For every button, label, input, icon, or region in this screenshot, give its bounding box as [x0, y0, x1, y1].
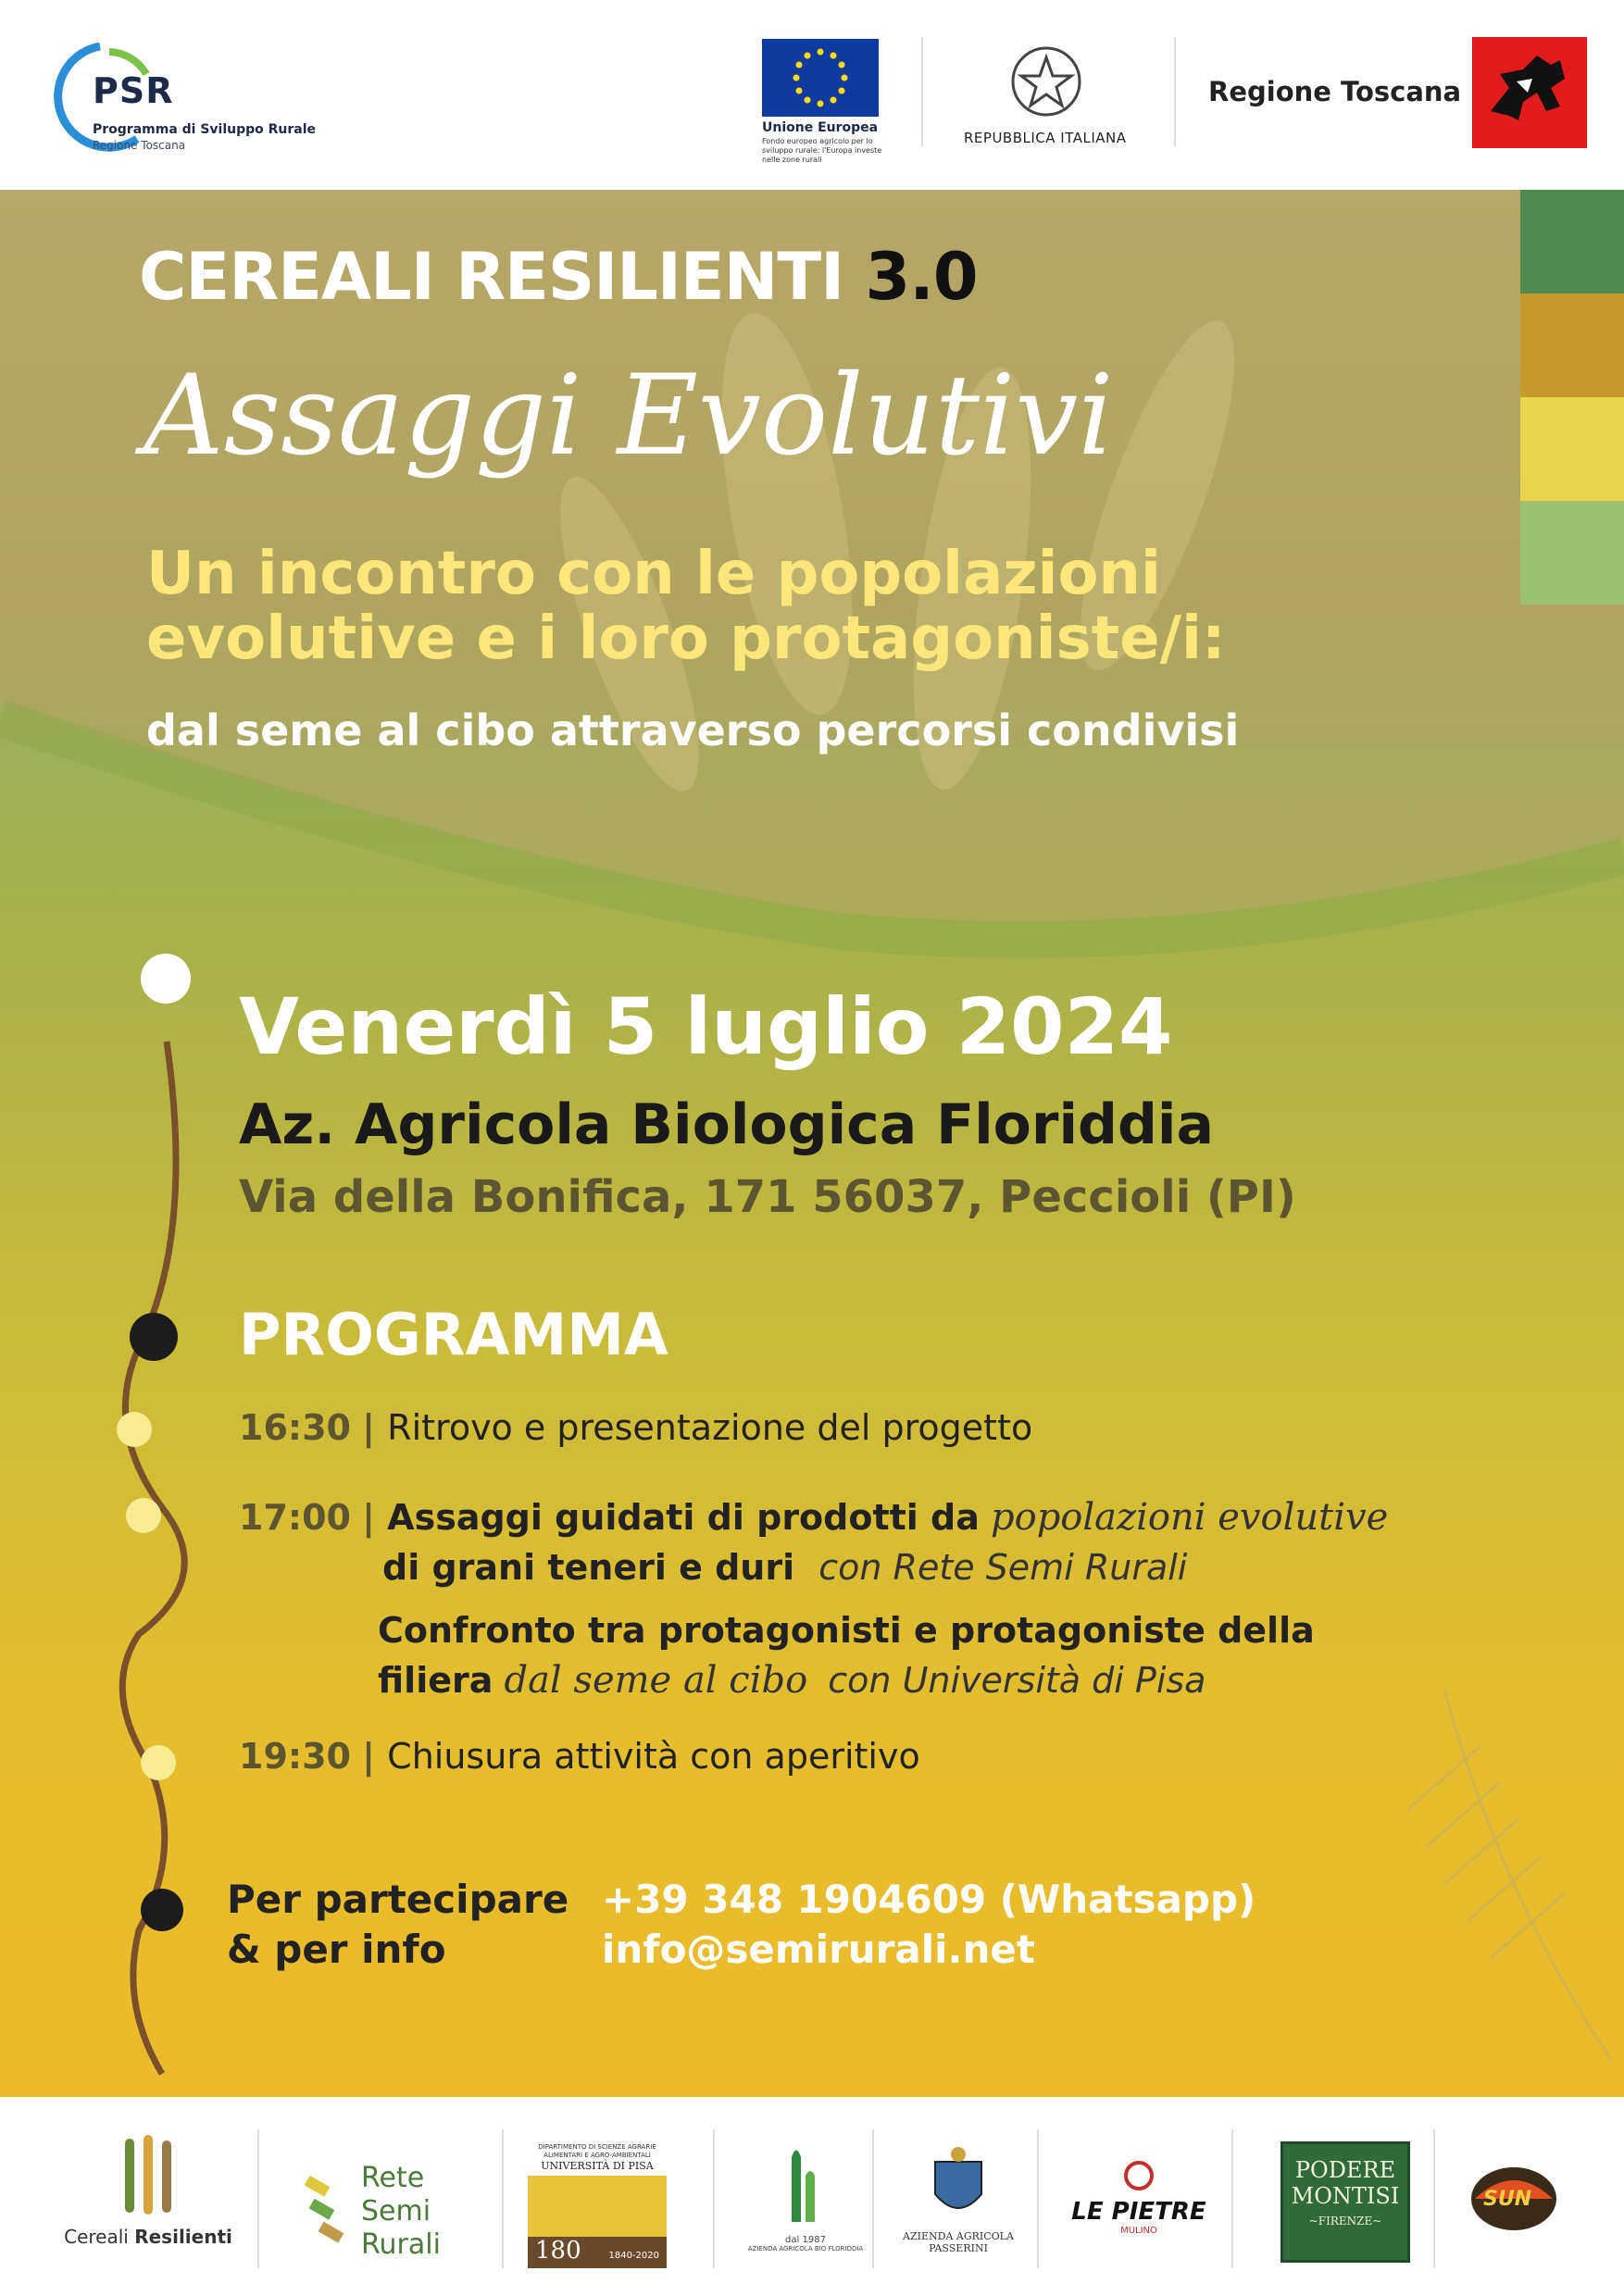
header-divider — [1174, 37, 1176, 146]
programme-title: PROGRAMMA — [239, 1301, 668, 1368]
footer-divider — [713, 2129, 715, 2268]
wheat-icon — [93, 2129, 204, 2222]
logo-text: PODERE — [1294, 2157, 1396, 2183]
event-date: Venerdì 5 luglio 2024 — [239, 981, 1173, 1072]
tuscany-flag-icon — [1472, 37, 1587, 148]
programme-text: Chiusura attività con aperitivo — [387, 1736, 920, 1777]
mill-icon — [1120, 2157, 1157, 2194]
programme-item: 19:30 | Chiusura attività con aperitivo — [239, 1736, 920, 1777]
logo-text: 180 — [535, 2237, 581, 2265]
logo-text: Rurali — [361, 2228, 441, 2261]
color-stripe — [1520, 397, 1624, 501]
programme-text: di grani teneri e duri — [382, 1547, 795, 1588]
passerini-logo — [893, 2143, 1023, 2282]
tuscany-label: Regione Toscana — [1208, 76, 1462, 107]
psr-title: PSR — [93, 70, 174, 111]
universita-pisa-logo — [523, 2143, 671, 2282]
footer-divider — [1231, 2129, 1233, 2268]
logo-text: dal 1987 — [785, 2235, 826, 2245]
italian-republic-label: REPUBBLICA ITALIANA — [964, 130, 1127, 146]
programme-highlight: popolazioni evolutive — [991, 1496, 1389, 1539]
programme-partner: con Università di Pisa — [828, 1660, 1206, 1701]
programme-partner: con Rete Semi Rurali — [818, 1547, 1188, 1588]
sun-logo — [1463, 2162, 1565, 2245]
programme-text: Confronto tra protagonisti e protagoniste della — [378, 1610, 1315, 1651]
logo-text: Rete — [361, 2162, 425, 2194]
eu-flag-icon — [762, 39, 879, 117]
programme-time: 16:30 — [239, 1407, 351, 1448]
programme-text: Assaggi guidati di prodotti da — [387, 1497, 980, 1538]
eu-subtitle: Fondo europeo agricolo per lo sviluppo rurale: l'Europa investe nelle zone rurali — [762, 137, 882, 164]
event-venue: Az. Agricola Biologica Floriddia — [239, 1092, 1214, 1157]
event-title: Assaggi Evolutivi — [144, 352, 1114, 480]
series-name: CEREALI RESILIENTI — [139, 239, 844, 315]
coat-of-arms-icon — [926, 2143, 991, 2227]
logo-text: AZIENDA AGRICOLA PASSERINI — [903, 2230, 1014, 2254]
event-tagline: dal seme al cibo attraverso percorsi condivisi — [146, 705, 1240, 755]
logo-text: Resilienti — [134, 2226, 232, 2248]
programme-highlight: dal seme al cibo — [504, 1659, 808, 1702]
floriddia-logo — [745, 2139, 866, 2277]
programme-time: 17:00 — [239, 1497, 351, 1538]
logo-text: MULINO — [1120, 2226, 1157, 2236]
psr-subtitle: Programma di Sviluppo Rurale — [93, 122, 317, 137]
timeline-dot — [141, 1889, 183, 1931]
contact-phone[interactable]: +39 348 1904609 (Whatsapp) — [602, 1877, 1256, 1922]
contact-label — [227, 1875, 568, 1975]
footer-divider — [1433, 2129, 1435, 2268]
logo-text: Semi — [361, 2195, 431, 2227]
italian-republic-emblem-icon — [1005, 37, 1088, 126]
cereali-resilienti-logo — [56, 2129, 241, 2268]
footer-divider — [872, 2129, 874, 2268]
subtitle-line-2: evolutive e i loro protagoniste/i: — [146, 605, 1226, 673]
seeds-icon — [301, 2176, 356, 2250]
footer-divider — [1037, 2129, 1039, 2268]
header-divider — [921, 37, 923, 146]
logo-text: MONTISI — [1291, 2183, 1400, 2209]
psr-region: Regione Toscana — [93, 139, 186, 152]
sunflower-icon — [528, 2176, 667, 2268]
footer-divider — [257, 2129, 259, 2268]
contact-label-line2: & per info — [227, 1927, 446, 1972]
programme-text: filiera — [378, 1660, 493, 1701]
programme-item: 16:30 | Ritrovo e presentazione del progetto — [239, 1407, 1033, 1448]
header-bar — [0, 0, 1624, 190]
series-version: 3.0 — [865, 239, 978, 315]
footer-divider — [502, 2129, 504, 2268]
event-subtitle — [146, 542, 1226, 671]
logo-text: 1840-2020 — [608, 2251, 659, 2261]
le-pietre-logo — [1065, 2157, 1213, 2268]
logo-text: UNIVERSITÀ DI PISA — [541, 2160, 654, 2172]
logo-text: DIPARTIMENTO DI SCIENZE AGRARIE ALIMENTARI E AGRO-AMBIENTALI — [538, 2143, 656, 2159]
subtitle-line-1: Un incontro con le popolazioni — [146, 540, 1161, 608]
eu-title: Unione Europea — [762, 120, 879, 135]
timeline-dot — [130, 1313, 178, 1361]
logo-text: SUN — [1483, 2188, 1532, 2211]
trees-icon — [764, 2139, 847, 2231]
color-stripe — [1520, 501, 1624, 605]
timeline-dot — [141, 954, 191, 1004]
logo-text: LE PIETRE — [1071, 2198, 1206, 2226]
contact-email[interactable]: info@semirurali.net — [602, 1927, 1035, 1972]
programme-time: 19:30 — [239, 1736, 351, 1777]
event-address: Via della Bonifica, 171 56037, Peccioli (PI) — [239, 1171, 1296, 1223]
logo-text: ~FIRENZE~ — [1308, 2215, 1382, 2227]
timeline-dot — [117, 1412, 152, 1447]
podere-montisi-logo — [1280, 2141, 1410, 2263]
logo-text: AZIENDA AGRICOLA BIO FLORIDDIA — [747, 2245, 864, 2252]
color-stripe — [1520, 190, 1624, 293]
series-title — [139, 239, 978, 315]
logo-text: Cereali — [64, 2226, 129, 2248]
timeline-dot — [126, 1498, 161, 1533]
contact-details — [602, 1875, 1255, 1975]
programme-item: 17:00 | Assaggi guidati di prodotti da popolazioni evolutive di grani teneri e duri con Rete Semi Rurali Confronto tra protagonisti e protagoniste della filiera dal seme al cibo con Università di Pisa — [239, 1496, 1389, 1702]
programme-text: Ritrovo e presentazione del progetto — [387, 1407, 1033, 1448]
timeline-dot — [141, 1745, 176, 1780]
contact-label-line1: Per partecipare — [227, 1877, 569, 1922]
color-stripe — [1520, 293, 1624, 397]
rete-semi-rurali-logo — [296, 2162, 444, 2273]
